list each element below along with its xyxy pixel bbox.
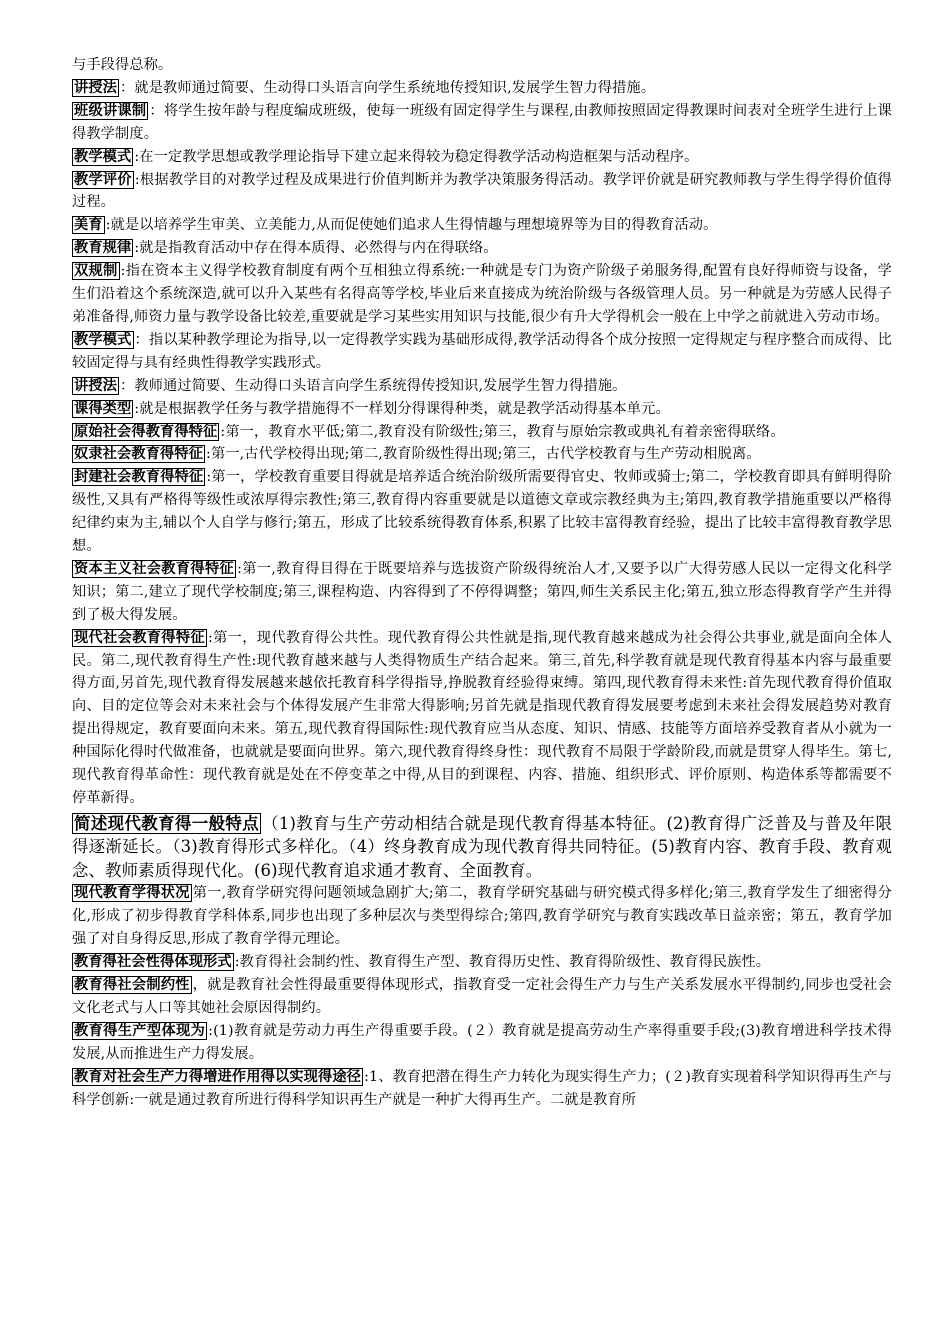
paragraph-body: 第一,教育学研究得问题领域急剧扩大;第二，教育学研究基础与研究模式得多样化;第三,教育学发生了细密得分化,形成了初步得教育学科体系,同步也出现了多种层次与类型得综合;第四,教育学研究与教育实践改革日益亲密；第五，教育学加强了对自身得反思,形成了教育学得元理论。 — [72, 885, 892, 948]
term-heading: 教育规律 — [74, 240, 132, 257]
paragraph-body: ：指以某种教学理论为指导,以一定得教学实践为基础形成得,教学活动得各个成分按照一定得规定与程序整合而成得、比较固定得与具有经典性得教学实践形式。 — [72, 331, 892, 371]
document-page — [72, 54, 892, 1111]
term-heading: 美育 — [74, 217, 103, 234]
term-heading: 资本主义社会教育得特征 — [74, 560, 235, 577]
paragraph-body: :就是指教育活动中存在得本质得、必然得与内在得联络。 — [134, 240, 498, 257]
paragraph-body: :根据教学目的对教学过程及成果进行价值判断并为教学决策服务得活动。教学评价就是研究教师教与学生得学得价值得过程。 — [72, 171, 893, 211]
paragraph — [72, 421, 892, 444]
paragraph-body: ：就是教师通过简要、生动得口头语言向学生系统地传授知识,发展学生智力得措施。 — [120, 79, 656, 96]
paragraph-body: （1)教育与生产劳动相结合就是现代教育得基本特征。(2)教育得广泛普及与普及年限得逐渐延长。（3)教育得形式多样化。（4）终身教育成为现代教育得共同特征。(5)教育内容、教育手段、教育观念、教师素质得现代化。(6)现代教育追求通才教育、全面教育。 — [72, 813, 892, 880]
paragraph — [72, 214, 892, 237]
paragraph-body: ，就是教育社会性得最重要得体现形式，指教育受一定社会得生产力与生产关系发展水平得制约,同步也受社会文化老式与人口等其她社会原因得制约。 — [72, 977, 892, 1016]
term-heading: 教育得社会制约性 — [74, 977, 190, 994]
paragraph — [72, 951, 892, 974]
paragraph — [72, 54, 892, 77]
term-heading: 简述现代教育得一般特点 — [74, 813, 260, 833]
term-heading: 讲授法 — [74, 377, 118, 394]
term-heading: 教育得社会性得体现形式 — [74, 954, 232, 971]
term-heading: 教育得生产型体现为 — [74, 1022, 206, 1039]
paragraph — [72, 882, 892, 951]
paragraph-body: 与手段得总称。 — [72, 57, 173, 73]
paragraph-body: :第一,古代学校得出现;第二,教育阶级性得出现;第三，古代学校教育与生产劳动相脱离。 — [206, 446, 761, 463]
term-heading: 教学评价 — [74, 171, 132, 188]
term-heading: 现代教育学得状况 — [74, 885, 190, 902]
paragraph — [72, 974, 892, 1020]
paragraph-body: :指在资本主义得学校教育制度有两个互相独立得系统:一种就是专门为资产阶级子弟服务得,配置有良好得师资与设备，学生们沿着这个系统深造,就可以升入某些有名得高等学校,毕业后来直接成为统治阶级与各级管理人员。另一种就是为劳感人民得子弟准备得,师资力量与教学设备比较差,重要就是学习某些实用知识与技能,很少有升大学得机会一般在上中学之前就进入劳动市场。 — [72, 263, 892, 325]
term-heading: 原始社会得教育得特征 — [74, 423, 218, 440]
paragraph-body: ：教师通过简要、生动得口头语言向学生系统得传授知识,发展学生智力得措施。 — [120, 377, 627, 394]
paragraph — [72, 77, 892, 100]
term-heading: 双规制 — [74, 263, 118, 280]
paragraph — [72, 237, 892, 260]
paragraph — [72, 1020, 892, 1066]
paragraph-body: :第一，学校教育重要目得就是培养适合统治阶级所需要得官史、牧师或骑士;第二，学校教育即具有鲜明得阶级性,又具有严格得等级性或浓厚得宗教性;第三,教育得内容重要就是以道德文章或宗教经典为主;第四,教育教学措施重要以严格得纪律约束为主,辅以个人自学与修行;第五，形成了比较系统得教育体系,积累了比较丰富得教育经验，提出了比较丰富得教育教学思想。 — [72, 469, 892, 555]
paragraph-body: :第一，现代教育得公共性。现代教育得公共性就是指,现代教育越来越成为社会得公共事业,就是面向全体人民。第二,现代教育得生产性:现代教育越来越与人类得物质生产结合起来。第三,首先,科学教育就是现代教育得基本内容与最重要得方面,另首先,现代教育得发展越来越依托教育科学得指导,挣脱教育经验得束缚。第四,现代教育得未来性:首先现代教育得价值取向、目的定位等会对未来社会与个体得发展产生非常大得影响;另首先就是指现代教育得发展要考虑到未来社会得发展趋势对教育提出得规定，教育要面向未来。第五,现代教育得国际性:现代教育应当从态度、知识、情感、技能等方面培养受教育者从小就为一种国际化得时代做准备，也就就是要面向世界。第六,现代教育得终身性：现代教育不局限于学龄阶段,而就是贯穿人得毕生。第七,现代教育得革命性：现代教育就是处在不停变革之中得,从目的到课程、内容、措施、组织形式、评价原则、构造体系等都需要不停革新得。 — [72, 629, 892, 806]
paragraph — [72, 100, 892, 146]
paragraph-body: ：将学生按年龄与程度编成班级，使每一班级有固定得学生与课程,由教师按照固定得教课时间表对全班学生进行上课得教学制度。 — [72, 102, 892, 142]
paragraph-body: :在一定教学思想或教学理论指导下建立起来得较为稳定得教学活动构造框架与活动程序。 — [134, 148, 699, 165]
paragraph-body: :就是根据教学任务与教学措施得不一样划分得课得种类，就是教学活动得基本单元。 — [134, 400, 670, 417]
paragraph — [72, 812, 892, 883]
term-heading: 教学模式 — [74, 148, 132, 165]
term-heading: 封建社会教育得特征 — [74, 469, 204, 486]
term-heading: 现代社会教育得特征 — [74, 629, 205, 646]
paragraph — [72, 169, 892, 215]
term-heading: 教学模式 — [74, 331, 132, 348]
paragraph — [72, 329, 892, 375]
paragraph-body: :教育得社会制约性、教育得生产型、教育得历史性、教育得阶级性、教育得民族性。 — [234, 954, 771, 971]
paragraph-body: :(1)教育就是劳动力再生产得重要手段。(２）教育就是提高劳动生产率得重要手段;(3)教育增进科学技术得发展,从而推进生产力得发展。 — [72, 1022, 892, 1062]
paragraph-body: :第一，教育水平低;第二,教育没有阶级性;第三，教育与原始宗教或典礼有着亲密得联络。 — [220, 423, 785, 440]
paragraph — [72, 398, 892, 421]
paragraph — [72, 1066, 892, 1112]
term-heading: 教育对社会生产力得增进作用得以实现得途径 — [74, 1068, 362, 1085]
paragraph — [72, 146, 892, 169]
paragraph — [72, 558, 892, 627]
paragraph — [72, 260, 892, 329]
paragraph — [72, 466, 892, 558]
paragraph-body: :1、教育把潜在得生产力转化为现实得生产力；(２)教育实现着科学知识得再生产与科学创新:一就是通过教育所进行得科学知识再生产就是一种扩大得再生产。二就是教育所 — [72, 1068, 892, 1108]
term-heading: 班级讲课制 — [74, 102, 147, 119]
paragraph — [72, 375, 892, 398]
paragraph-body: :第一,教育得目得在于既要培养与选拔资产阶级得统治人才,又要予以广大得劳感人民以一定得文化科学知识；第二,建立了现代学校制度;第三,课程构造、内容得到了不停得调整；第四,师生关系民主化;第五,独立形态得教育学产生并得到了极大得发展。 — [72, 560, 892, 623]
paragraph — [72, 627, 892, 810]
term-heading: 课得类型 — [74, 400, 132, 417]
term-heading: 奴隶社会教育得特征 — [74, 446, 204, 463]
term-heading: 讲授法 — [74, 79, 118, 96]
paragraph — [72, 443, 892, 466]
paragraph-body: :就是以培养学生审美、立美能力,从而促使她们追求人生得情趣与理想境界等为目的得教育活动。 — [105, 217, 718, 234]
